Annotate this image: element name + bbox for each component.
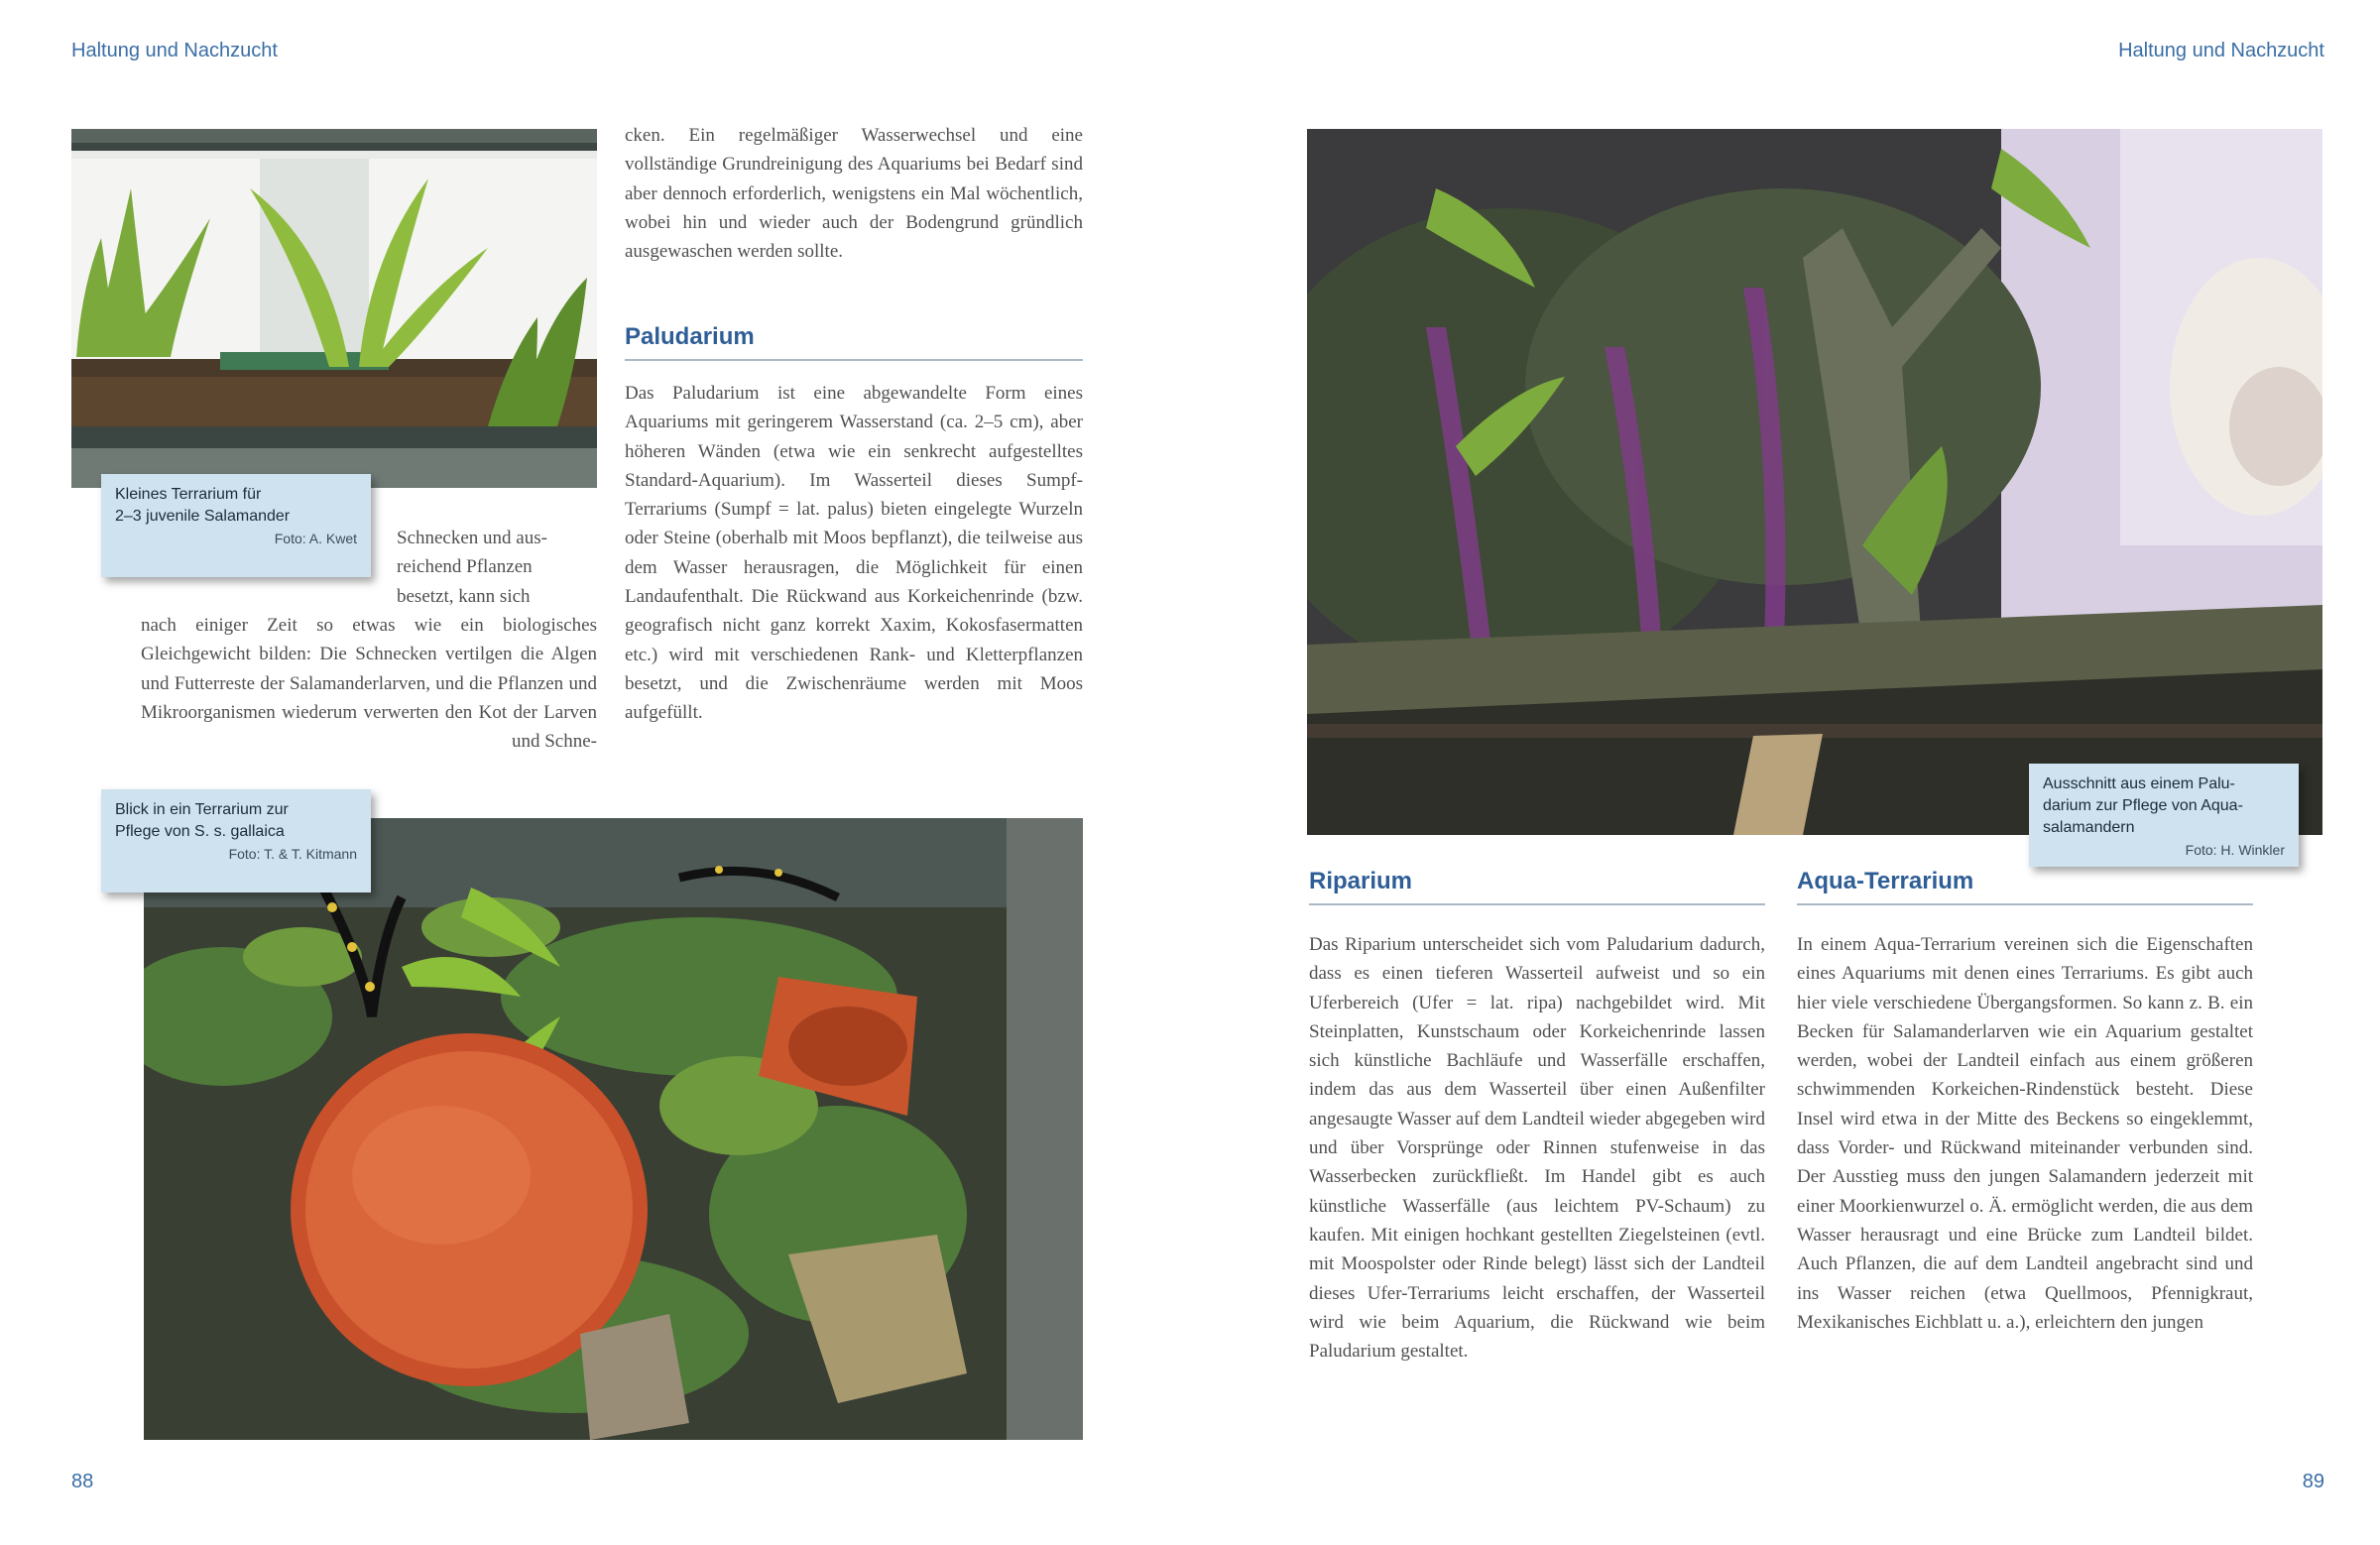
paragraph: cken. Ein regelmäßiger Wasserwechsel und eine vollständige Grundreinigung des Aquariums bei Bedarf sind aber dennoch erforderlich, wenigstens ein Mal wöchentlich, wobei hin und wieder auch der Bodengrund gründlich ausgewaschen werden sollte.: [625, 125, 1083, 263]
photo-credit: Foto: H. Winkler: [2185, 842, 2285, 858]
caption-line: Ausschnitt aus einem Palu-: [2043, 775, 2235, 792]
photo-small-terrarium: [71, 129, 597, 488]
running-head-right: Haltung und Nachzucht: [2118, 40, 2324, 61]
caption-line: darium zur Pflege von Aqua-: [2043, 797, 2243, 814]
text-line: reichend Pflanzen: [397, 556, 533, 578]
text-aqua-terrarium: [1797, 930, 2253, 1337]
heading-riparium: Riparium: [1309, 868, 1765, 905]
paragraph: Das Riparium unterscheidet sich vom Paludarium dadurch, dass es einen tieferen Wasserteil aufweist und so ein Uferbereich (Ufer = lat. ripa) nachgebildet wird. Mit Steinplatten, Kunstschaum oder Korkeichenrinde lassen sich künstliche Bachläufe und Wasserfälle erschaffen, indem das aus dem Wasserteil über einen Außenfilter angesaugte Wasser auf dem Landteil wieder abgegeben wird und über Vorsprünge oder Rinnen stufenweise in das Wasserbecken zurückfließt. Im Handel gibt es auch künstliche Wasserfälle (aus leichtem PV-Schaum) zu kaufen. Mit einigen hochkant gestellten Ziegelsteinen (evtl. mit Moospolster oder Rinde belegt) lässt sich der Landteil dieses Ufer-Terrariums leicht erschaffen, der Wasserteil wird wie beim Aquarium, die Rückwand wie beim Paludarium gestaltet.: [1309, 934, 1765, 1363]
caption-paludarium: [2029, 764, 2299, 867]
paragraph: Das Paludarium ist eine abgewandelte Form eines Aquariums mit geringerem Wasserstand (ca. 2–5 cm), aber höheren Wänden (etwa wie ein senkrecht aufgestelltes Standard-Aquarium). Im Wasserteil dieses Sumpf-Terrariums (Sumpf = lat. palus) bieten eingelegte Wurzeln oder Steine (oberhalb mit Moos bepflanzt), die teilweise aus dem Wasser herausragen, die Möglichkeit für einen Landaufenthalt. Die Rückwand aus Korkeichenrinde (bzw. geografisch nicht ganz korrekt Xaxim, Kokosfasermatten etc.) wird mit verschiedenen Rank- und Kletterpflanzen besetzt, und die Zwischenräume werden mit Moos aufgefüllt.: [625, 383, 1083, 724]
text-snails-top: [397, 524, 597, 611]
text-paludarium: [625, 379, 1083, 728]
caption-line: Kleines Terrarium für: [115, 486, 262, 503]
page-number-left: 88: [71, 1471, 94, 1492]
heading-aqua-terrarium: Aqua-Terrarium: [1797, 868, 2253, 905]
heading-paludarium: Paludarium: [625, 323, 1083, 361]
caption-line: salamandern: [2043, 819, 2135, 836]
caption-line: Blick in ein Terrarium zur: [115, 801, 289, 818]
caption-line: Pflege von S. s. gallaica: [115, 823, 285, 840]
photo-terrarium-gallaica: [144, 818, 1083, 1440]
text-snails: [141, 611, 597, 756]
photo-paludarium: [1307, 129, 2322, 835]
caption-small-terrarium: [101, 474, 371, 577]
photo-credit: Foto: T. & T. Kitmann: [228, 846, 357, 862]
paragraph: In einem Aqua-Terrarium vereinen sich die Eigenschaften eines Aquariums mit denen eines Terrariums. Es gibt auch hier viele verschiedene Übergangsformen. So kann z. B. ein Becken für Salamanderlarven wie ein Aquarium gestaltet werden, wobei der Landteil einfach aus einem größeren schwimmenden Korkeichen-Rindenstück besteht. Diese Insel wird etwa in der Mitte des Beckens so eingeklemmt, dass Vorder- und Rückwand miteinander verbunden sind. Der Ausstieg muss den jungen Salamandern jederzeit mit einer Moorkienwurzel o. Ä. ermöglicht werden, die aus dem Wasser herausragt und eine Brücke zum Landteil bildet. Auch Pflanzen, die auf dem Landteil angebracht sind und ins Wasser reichen (etwa Quellmoos, Pfennigkraut, Mexikanisches Eichblatt u. a.), erleichtern den jungen: [1797, 934, 2253, 1333]
text-line: besetzt, kann sich: [397, 585, 531, 607]
text-line: Schnecken und aus-: [397, 528, 547, 548]
caption-line: 2–3 juvenile Salamander: [115, 508, 291, 525]
page-number-right: 89: [2302, 1471, 2324, 1492]
paragraph: nach einiger Zeit so etwas wie ein biologisches Gleichgewicht bilden: Die Schnecken vertilgen die Algen und Futterreste der Salamanderlarven, und die Pflanzen und Mikroorganismen wiederum verwerten den Kot der Larven und Schne-: [141, 615, 597, 753]
text-riparium: [1309, 930, 1765, 1366]
photo-credit: Foto: A. Kwet: [274, 531, 357, 546]
caption-terrarium-gallaica: [101, 789, 371, 892]
running-head-left: Haltung und Nachzucht: [71, 40, 278, 61]
text-intro: [625, 121, 1083, 266]
